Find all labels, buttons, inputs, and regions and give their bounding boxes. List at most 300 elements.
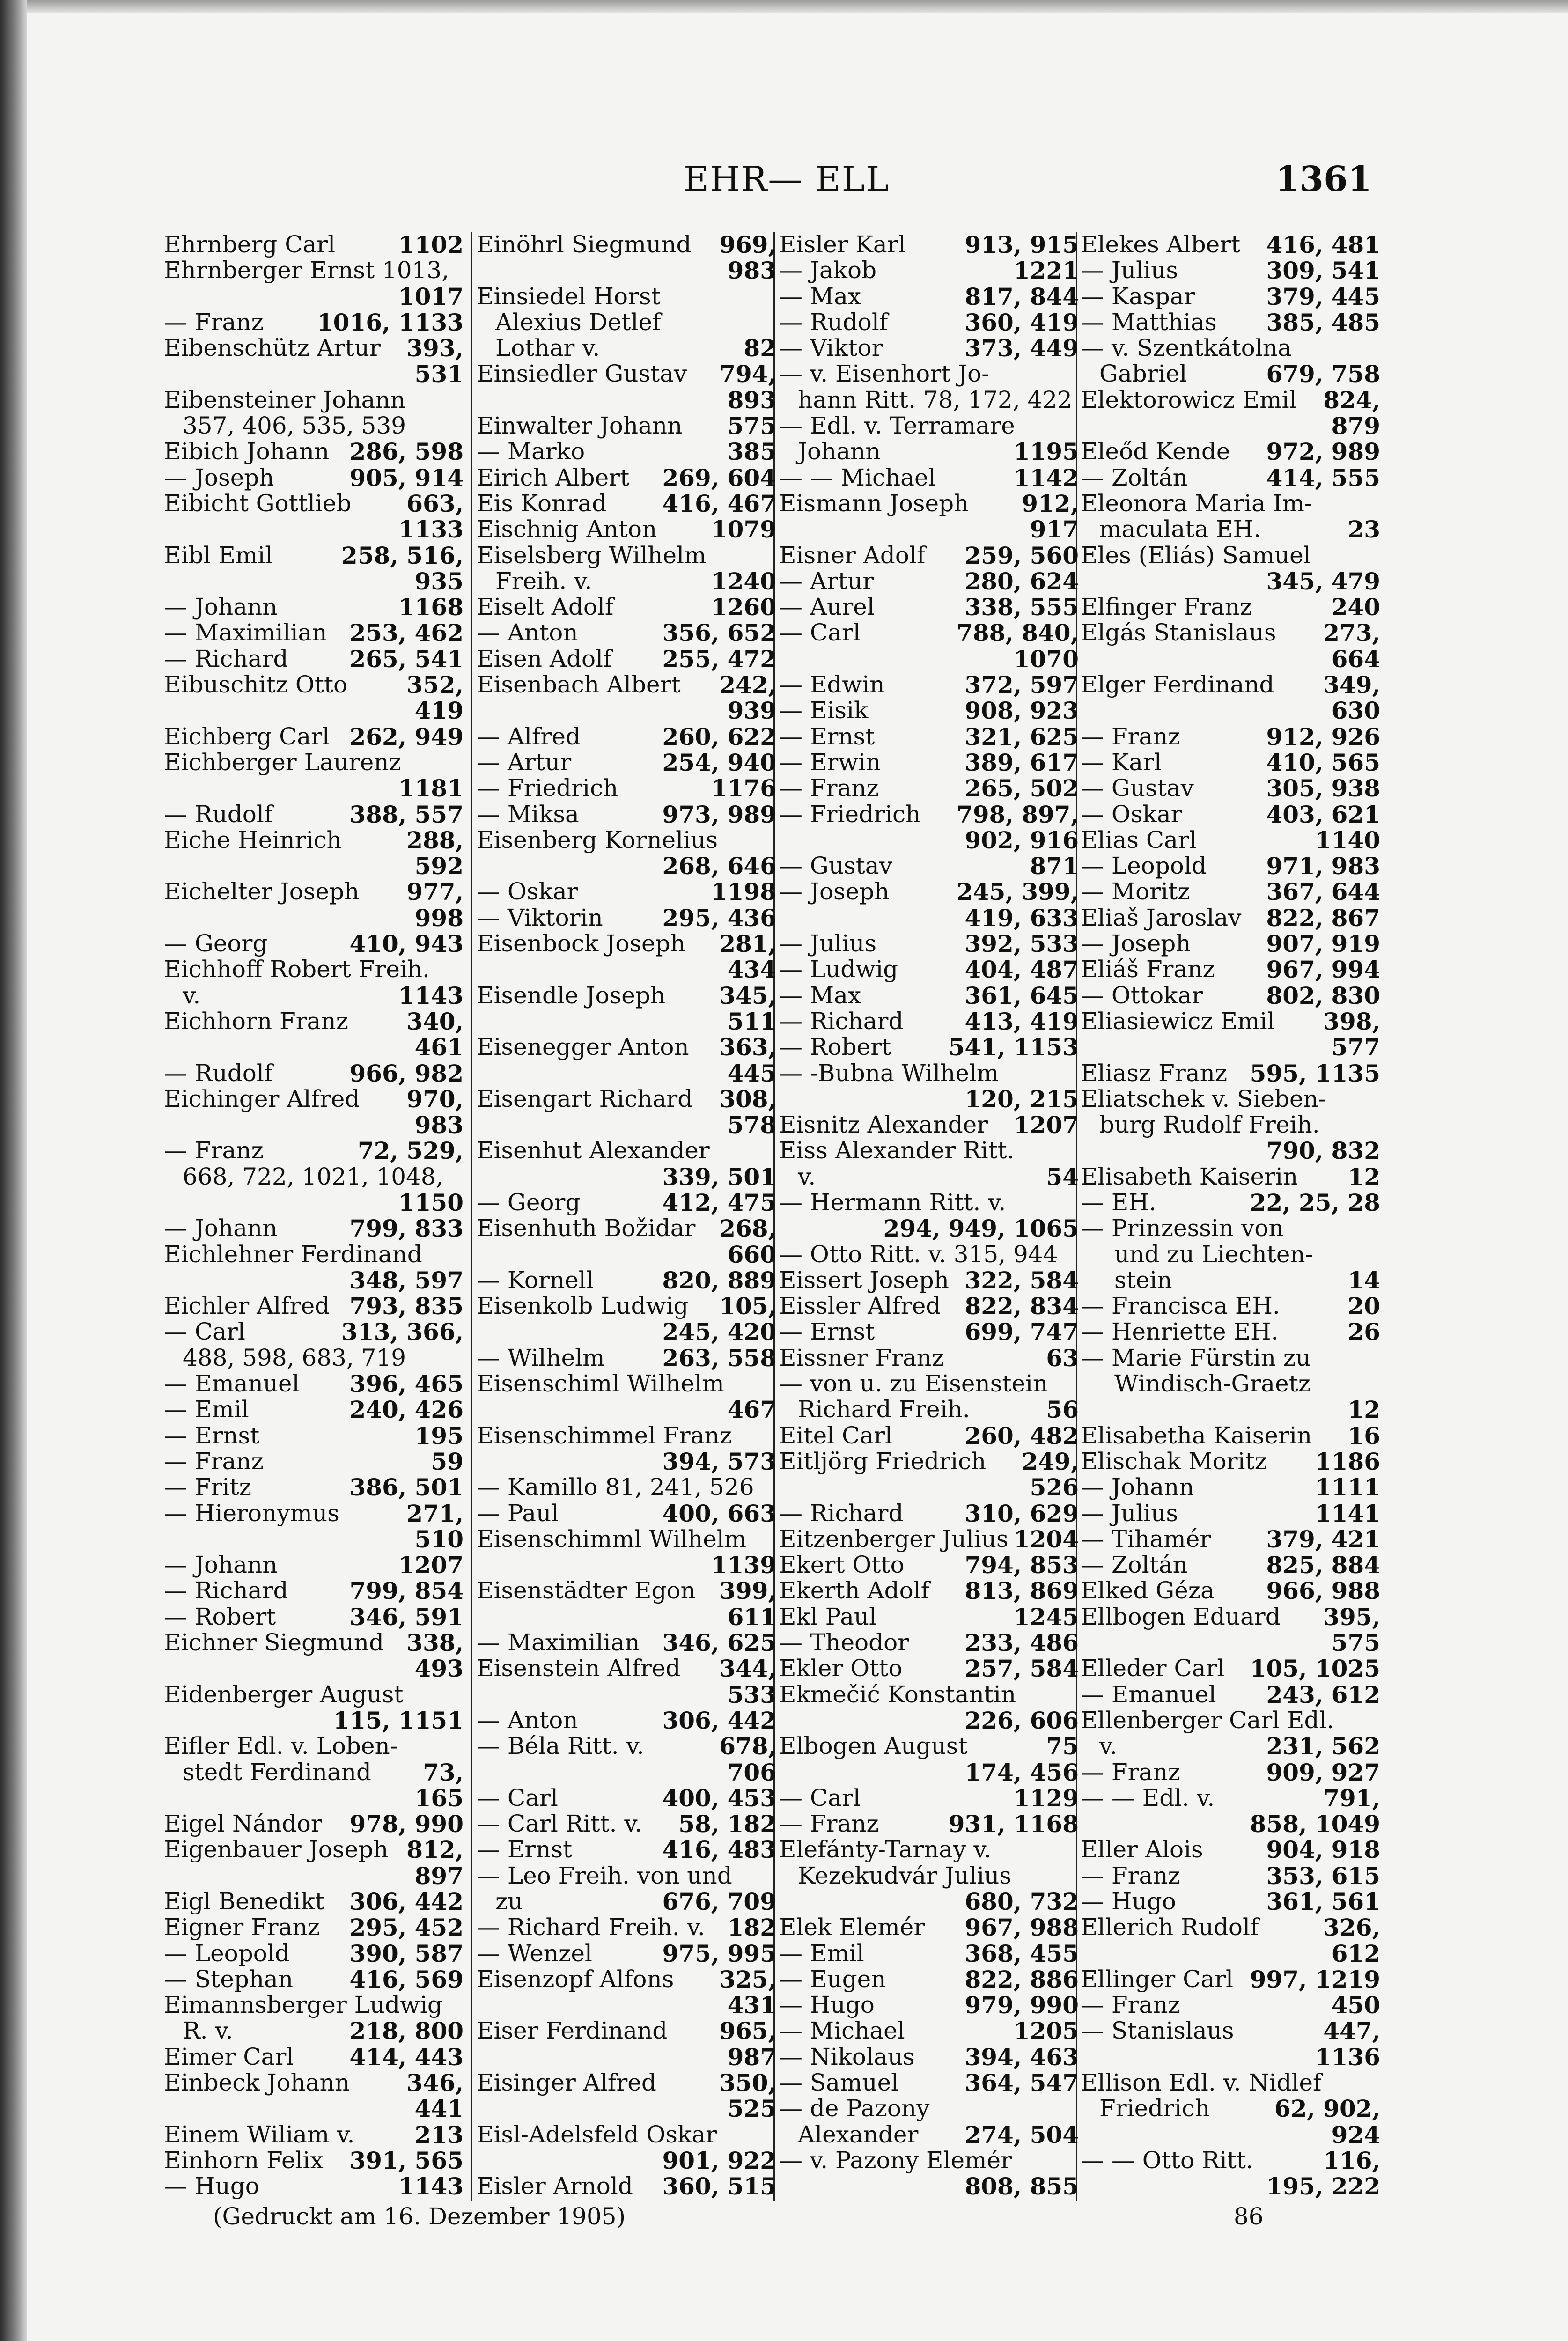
- entry-page-refs: 356, 652: [662, 620, 776, 646]
- index-entry: [779, 1060, 1079, 1086]
- entry-page-refs: 372, 597: [964, 672, 1079, 698]
- entry-name: — Hieronymus: [164, 1500, 339, 1526]
- index-entry: [164, 1733, 464, 1759]
- index-entry: [164, 387, 464, 413]
- entry-name: Eichhorn Franz: [164, 1008, 348, 1035]
- entry-name: Eichinger Alfred: [164, 1086, 360, 1112]
- index-entry: [1081, 853, 1380, 879]
- entry-page-refs: 1129: [1013, 1785, 1079, 1811]
- entry-name: — Viktorin: [477, 905, 603, 931]
- entry-page-refs: 271,: [406, 1500, 464, 1526]
- entry-name: — Marie Fürstin zu: [1081, 1345, 1311, 1371]
- index-entry: [779, 1215, 1079, 1241]
- entry-name: und zu Liechten-: [1114, 1241, 1313, 1267]
- entry-name: — Ernst: [477, 1837, 573, 1863]
- index-entry: [477, 594, 776, 620]
- entry-page-refs: 912, 926: [1266, 723, 1380, 750]
- entry-page-refs: 965,: [719, 2018, 776, 2044]
- entry-name: Eichler Alfred: [164, 1293, 330, 1319]
- entry-name: — Wenzel: [477, 1940, 592, 1966]
- entry-page-refs: 794, 853: [964, 1552, 1079, 1578]
- entry-page-refs: 791,: [1323, 1785, 1380, 1811]
- index-entry: [164, 1501, 464, 1526]
- index-entry: [779, 309, 1079, 335]
- index-entry: [164, 931, 464, 957]
- index-entry: [1081, 672, 1380, 698]
- entry-page-refs: 240: [1331, 594, 1380, 620]
- index-entry: [164, 568, 464, 594]
- entry-name: Eisenzopf Alfons: [477, 1966, 674, 1993]
- entry-page-refs: 441: [414, 2096, 464, 2122]
- index-entry: [477, 775, 776, 801]
- entry-name: — Richard: [164, 646, 288, 672]
- index-entry: [477, 1682, 776, 1708]
- index-entry: [1081, 439, 1380, 464]
- entry-name: 668, 722, 1021, 1048,: [183, 1163, 443, 1190]
- entry-name: Eiss Alexander Ritt.: [779, 1138, 1015, 1164]
- entry-page-refs: 824,: [1323, 387, 1380, 413]
- index-entry: [1081, 1604, 1380, 1630]
- entry-page-refs: 935: [414, 568, 464, 595]
- index-entry: [164, 1060, 464, 1086]
- entry-name: — Nikolaus: [779, 2044, 915, 2070]
- entry-page-refs: 1168: [398, 594, 464, 620]
- index-entry: [477, 1242, 776, 1267]
- index-entry: [779, 1914, 1079, 1940]
- entry-name: Elisabetha Kaiserin: [1081, 1422, 1312, 1449]
- entry-page-refs: 295, 436: [662, 905, 776, 931]
- entry-page-refs: 871: [1030, 853, 1079, 879]
- entry-name: Eliáš Franz: [1081, 957, 1215, 983]
- entry-name: Friedrich: [1099, 2096, 1210, 2122]
- entry-name: Eliaš Jaroslav: [1081, 905, 1242, 931]
- entry-name: — v. Pazony Elemér: [779, 2147, 1012, 2174]
- index-entry: [164, 2018, 464, 2044]
- index-entry: [164, 284, 464, 309]
- entry-name: Ehrnberger Ernst 1013,: [164, 258, 449, 284]
- index-entry: [1081, 1371, 1380, 1397]
- entry-page-refs: 243, 612: [1266, 1681, 1380, 1708]
- index-entry: [164, 1966, 464, 1992]
- entry-name: Eisler Arnold: [477, 2173, 633, 2200]
- entry-name: Ellinger Carl: [1081, 1966, 1234, 1993]
- entry-page-refs: 1150: [398, 1189, 464, 1216]
- entry-page-refs: 306, 442: [662, 1707, 776, 1734]
- entry-name: Eigner Franz: [164, 1914, 320, 1941]
- entry-page-refs: 794,: [719, 361, 776, 387]
- entry-page-refs: 975, 995: [662, 1940, 776, 1966]
- entry-name: Eischnig Anton: [477, 516, 657, 543]
- entry-page-refs: 416, 569: [349, 1966, 464, 1993]
- index-entry: [1081, 1267, 1380, 1293]
- entry-page-refs: 326,: [1323, 1914, 1380, 1941]
- entry-name: — Carl: [779, 620, 861, 646]
- index-entry: [164, 1345, 464, 1371]
- index-entry: [779, 2148, 1079, 2173]
- index-entry: [477, 1190, 776, 1215]
- index-entry: [164, 957, 464, 982]
- index-entry: [164, 724, 464, 750]
- entry-name: — Alfred: [477, 723, 581, 750]
- entry-name: — Franz: [779, 1811, 879, 1837]
- entry-name: — Leopold: [164, 1940, 290, 1966]
- entry-name: hann Ritt. 78, 172, 422: [798, 387, 1072, 413]
- index-entry: [1081, 1811, 1380, 1837]
- index-entry: [164, 672, 464, 698]
- entry-page-refs: 262, 949: [349, 723, 464, 750]
- index-entry: [477, 905, 776, 931]
- entry-name: — de Pazony: [779, 2096, 930, 2122]
- entry-name: Eirich Albert: [477, 464, 630, 491]
- entry-page-refs: 939: [727, 698, 776, 724]
- entry-page-refs: 310, 629: [964, 1500, 1079, 1526]
- index-entry: [779, 724, 1079, 750]
- entry-name: Elked Géza: [1081, 1578, 1215, 1604]
- entry-page-refs: 410, 565: [1266, 749, 1380, 776]
- index-entry: [779, 957, 1079, 982]
- entry-name: — Michael: [779, 2018, 905, 2044]
- entry-name: — Erwin: [779, 749, 881, 776]
- index-entry: [779, 1578, 1079, 1604]
- running-head: EHR— ELL: [684, 159, 890, 199]
- entry-name: Gabriel: [1099, 361, 1187, 387]
- index-entry: [1081, 1630, 1380, 1656]
- entry-page-refs: 395,: [1323, 1604, 1380, 1630]
- index-entry: [1081, 1578, 1380, 1604]
- index-entry: [164, 594, 464, 620]
- entry-page-refs: 263, 558: [662, 1345, 776, 1371]
- index-entry: [779, 1656, 1079, 1681]
- index-entry: [1081, 387, 1380, 413]
- entry-page-refs: 511: [727, 1008, 776, 1035]
- entry-name: Eigl Benedikt: [164, 1889, 324, 1915]
- index-entry: [779, 1397, 1079, 1422]
- entry-page-refs: 970,: [406, 1086, 464, 1112]
- entry-page-refs: 798, 897,: [957, 801, 1079, 827]
- index-entry: [779, 1449, 1079, 1474]
- index-entry: [477, 2044, 776, 2070]
- entry-page-refs: 325,: [719, 1966, 776, 1993]
- entry-name: Ehrnberg Carl: [164, 232, 336, 258]
- index-entry: [1081, 1397, 1380, 1422]
- index-entry: [779, 1423, 1079, 1449]
- entry-name: Einöhrl Siegmund: [477, 232, 692, 258]
- entry-page-refs: 120, 215: [964, 1086, 1079, 1112]
- index-entry: [164, 543, 464, 568]
- entry-page-refs: 445: [727, 1060, 776, 1086]
- index-entry: [1081, 1863, 1380, 1889]
- entry-name: Eiser Ferdinand: [477, 2018, 668, 2044]
- index-entry: [779, 2173, 1079, 2199]
- print-date-note: (Gedruckt am 16. Dezember 1905): [213, 2203, 626, 2230]
- index-entry: [477, 1449, 776, 1474]
- entry-name: — Stanislaus: [1081, 2018, 1234, 2044]
- entry-page-refs: 294, 949, 1065: [883, 1215, 1079, 1242]
- entry-name: — Carl Ritt. v.: [477, 1811, 642, 1837]
- entry-name: — Viktor: [779, 335, 883, 361]
- entry-name: Einem Wiliam v.: [164, 2121, 355, 2148]
- index-entry: [779, 1034, 1079, 1060]
- entry-name: Elefánty-Tarnay v.: [779, 1837, 992, 1863]
- index-entry: [477, 2122, 776, 2148]
- entry-name: — Edwin: [779, 672, 885, 698]
- entry-name: Eimer Carl: [164, 2044, 294, 2070]
- index-entry: [477, 1630, 776, 1656]
- entry-page-refs: 26: [1347, 1319, 1380, 1345]
- entry-page-refs: 592: [414, 853, 464, 879]
- entry-page-refs: 414, 555: [1266, 464, 1380, 491]
- entry-page-refs: 998: [414, 905, 464, 931]
- entry-page-refs: 680, 732: [964, 1889, 1079, 1915]
- entry-page-refs: 967, 994: [1266, 957, 1380, 983]
- entry-name: — Friedrich: [477, 775, 618, 802]
- entry-page-refs: 258, 516,: [341, 542, 464, 568]
- entry-name: Alexius Detlef: [495, 309, 661, 336]
- entry-page-refs: 1260: [711, 594, 776, 620]
- index-entry: [1081, 2070, 1380, 2096]
- entry-name: Eibensteiner Johann: [164, 387, 405, 413]
- index-entry: [477, 1034, 776, 1060]
- index-entry: [1081, 2122, 1380, 2148]
- entry-page-refs: 983: [414, 1112, 464, 1138]
- entry-page-refs: 379, 445: [1266, 283, 1380, 309]
- index-entry: [477, 827, 776, 853]
- index-entry: [477, 1397, 776, 1422]
- entry-page-refs: 195: [414, 1422, 464, 1449]
- entry-page-refs: 265, 541: [349, 646, 464, 672]
- scan-binding-edge: [0, 0, 27, 2341]
- index-entry: [1081, 724, 1380, 750]
- entry-page-refs: 1204: [1013, 1526, 1079, 1553]
- entry-name: Ekl Paul: [779, 1604, 877, 1630]
- entry-name: Einbeck Johann: [164, 2070, 350, 2096]
- index-entry: [164, 1190, 464, 1215]
- index-entry: [477, 1112, 776, 1138]
- entry-page-refs: 1143: [398, 982, 464, 1009]
- entry-page-refs: 280, 624: [964, 568, 1079, 595]
- entry-name: Elbogen August: [779, 1733, 968, 1759]
- entry-name: Alexander: [798, 2121, 919, 2148]
- index-entry: [477, 1526, 776, 1552]
- index-entry: [477, 1863, 776, 1889]
- entry-page-refs: 904, 918: [1266, 1837, 1380, 1863]
- entry-name: — Zoltán: [1081, 1552, 1188, 1578]
- index-entry: [779, 879, 1079, 905]
- entry-name: Kezekudvár Julius: [798, 1862, 1011, 1889]
- index-entry: [779, 983, 1079, 1009]
- entry-name: Eibl Emil: [164, 542, 273, 568]
- entry-page-refs: 63: [1046, 1345, 1079, 1371]
- index-entry: [164, 698, 464, 723]
- index-entry: [779, 1501, 1079, 1526]
- index-entry: [779, 931, 1079, 957]
- entry-name: Elger Ferdinand: [1081, 672, 1274, 698]
- index-column-2: [477, 232, 776, 2201]
- entry-name: 357, 406, 535, 539: [183, 413, 406, 439]
- entry-page-refs: 321, 625: [964, 723, 1079, 750]
- index-entry: [779, 1733, 1079, 1759]
- entry-name: — Emil: [164, 1397, 249, 1423]
- entry-page-refs: 242,: [719, 672, 776, 698]
- entry-name: Eichberg Carl: [164, 723, 330, 750]
- entry-page-refs: 966, 988: [1266, 1578, 1380, 1604]
- entry-name: Eliatschek v. Sieben-: [1081, 1086, 1326, 1112]
- index-entry: [477, 1501, 776, 1526]
- entry-name: Lothar v.: [495, 335, 600, 361]
- index-entry: [164, 335, 464, 361]
- entry-page-refs: 706: [727, 1759, 776, 1785]
- index-entry: [164, 1267, 464, 1293]
- index-entry: [477, 361, 776, 387]
- entry-name: — Marko: [477, 439, 585, 465]
- index-entry: [164, 1164, 464, 1190]
- index-entry: [164, 2148, 464, 2173]
- index-entry: [779, 853, 1079, 879]
- entry-name: Eliasz Franz: [1081, 1060, 1228, 1086]
- entry-page-refs: 858, 1049: [1250, 1811, 1380, 1837]
- entry-page-refs: 611: [727, 1604, 776, 1630]
- index-entry: [779, 1086, 1079, 1112]
- entry-name: stedt Ferdinand: [183, 1759, 372, 1785]
- entry-page-refs: 525: [727, 2096, 776, 2122]
- entry-page-refs: 1133: [398, 516, 464, 543]
- entry-name: — Karl: [1081, 749, 1162, 776]
- entry-page-refs: 416, 467: [662, 490, 776, 517]
- entry-name: v.: [1099, 1733, 1118, 1759]
- entry-name: v.: [798, 1163, 816, 1190]
- entry-name: — Hermann Ritt. v.: [779, 1189, 1006, 1216]
- entry-page-refs: 231, 562: [1266, 1733, 1380, 1759]
- index-entry: [779, 750, 1079, 775]
- entry-page-refs: 346, 591: [349, 1604, 464, 1630]
- index-entry: [779, 2122, 1079, 2148]
- entry-page-refs: 931, 1168: [948, 1811, 1079, 1837]
- entry-page-refs: 971, 983: [1266, 853, 1380, 879]
- index-entry: [164, 309, 464, 335]
- entry-page-refs: 1140: [1315, 827, 1380, 854]
- index-entry: [1081, 594, 1380, 620]
- index-entry: [477, 1423, 776, 1449]
- entry-name: — Joseph: [779, 879, 890, 905]
- entry-name: Eisl-Adelsfeld Oskar: [477, 2121, 717, 2148]
- index-entry: [779, 568, 1079, 594]
- entry-page-refs: 541, 1153: [948, 1034, 1079, 1060]
- index-entry: [164, 2044, 464, 2070]
- index-entry: [477, 1708, 776, 1733]
- entry-name: — Tihamér: [1081, 1526, 1211, 1553]
- entry-name: Ekler Otto: [779, 1656, 903, 1682]
- index-entry: [1081, 750, 1380, 775]
- entry-name: — Rudolf: [164, 801, 273, 827]
- entry-page-refs: 226, 606: [964, 1707, 1079, 1734]
- index-entry: [1081, 957, 1380, 982]
- entry-page-refs: 75: [1046, 1733, 1079, 1759]
- index-column-1: [164, 232, 464, 2201]
- entry-name: — Fritz: [164, 1474, 251, 1501]
- entry-name: — Richard: [779, 1500, 904, 1526]
- entry-name: Einhorn Felix: [164, 2147, 324, 2174]
- entry-page-refs: 434: [727, 957, 776, 983]
- entry-page-refs: 59: [431, 1448, 464, 1475]
- entry-name: — v. Eisenhort Jo-: [779, 361, 990, 387]
- index-entry: [779, 2070, 1079, 2096]
- entry-name: Eisenstädter Egon: [477, 1578, 696, 1604]
- entry-page-refs: 260, 482: [964, 1422, 1079, 1449]
- entry-name: — Carl: [779, 1785, 861, 1811]
- index-entry: [164, 1526, 464, 1552]
- entry-page-refs: 295, 452: [349, 1914, 464, 1941]
- entry-name: stein: [1114, 1267, 1172, 1294]
- index-entry: [477, 1345, 776, 1371]
- index-entry: [1081, 465, 1380, 491]
- index-entry: [1081, 1242, 1380, 1267]
- index-entry: [164, 491, 464, 516]
- index-entry: [1081, 698, 1380, 723]
- index-entry: [779, 361, 1079, 387]
- entry-page-refs: 16: [1347, 1422, 1380, 1449]
- entry-page-refs: 575: [727, 413, 776, 439]
- index-entry: [164, 1009, 464, 1034]
- entry-page-refs: 338,: [406, 1630, 464, 1656]
- entry-page-refs: 967, 988: [964, 1914, 1079, 1941]
- index-entry: [477, 1889, 776, 1914]
- entry-name: Freih. v.: [495, 568, 592, 595]
- entry-page-refs: 105, 1025: [1250, 1656, 1380, 1682]
- entry-page-refs: 1245: [1013, 1604, 1079, 1630]
- index-entry: [164, 2096, 464, 2121]
- entry-page-refs: 58, 182: [678, 1811, 776, 1837]
- entry-page-refs: 54: [1046, 1163, 1079, 1190]
- entry-name: — Max: [779, 982, 861, 1009]
- index-entry: [779, 802, 1079, 827]
- index-entry: [779, 1941, 1079, 1966]
- entry-name: — Richard Freih. v.: [477, 1914, 705, 1941]
- index-entry: [779, 1112, 1079, 1138]
- index-entry: [477, 1941, 776, 1966]
- entry-page-refs: 893: [727, 387, 776, 413]
- entry-name: Ekerth Adolf: [779, 1578, 930, 1604]
- index-entry: [1081, 1190, 1380, 1215]
- index-entry: [1081, 1708, 1380, 1733]
- entry-name: — Moritz: [1081, 879, 1190, 905]
- page-header: [169, 159, 1372, 211]
- entry-name: — Eisik: [779, 698, 869, 724]
- entry-name: Eidenberger August: [164, 1681, 404, 1708]
- entry-name: — -Bubna Wilhelm: [779, 1060, 999, 1086]
- index-entry: [477, 2070, 776, 2096]
- index-entry: [164, 1759, 464, 1785]
- index-entry: [164, 258, 464, 283]
- index-entry: [164, 905, 464, 931]
- index-entry: [477, 879, 776, 905]
- index-entry: [779, 232, 1079, 258]
- entry-page-refs: 820, 889: [662, 1267, 776, 1294]
- index-entry: [779, 1164, 1079, 1190]
- entry-page-refs: 182: [727, 1914, 776, 1941]
- entry-name: — Emanuel: [1081, 1681, 1216, 1708]
- entry-page-refs: 344,: [719, 1656, 776, 1682]
- entry-page-refs: 1207: [1013, 1112, 1079, 1138]
- index-entry: [1081, 827, 1380, 853]
- index-entry: [477, 2173, 776, 2199]
- entry-name: Eisenschimmel Franz: [477, 1422, 732, 1449]
- entry-name: Ekert Otto: [779, 1552, 905, 1578]
- index-entry: [164, 750, 464, 775]
- entry-page-refs: 1017: [398, 283, 464, 309]
- entry-name: Eles (Eliás) Samuel: [1081, 542, 1311, 568]
- entry-page-refs: 987: [727, 2044, 776, 2070]
- entry-name: — Samuel: [779, 2070, 899, 2096]
